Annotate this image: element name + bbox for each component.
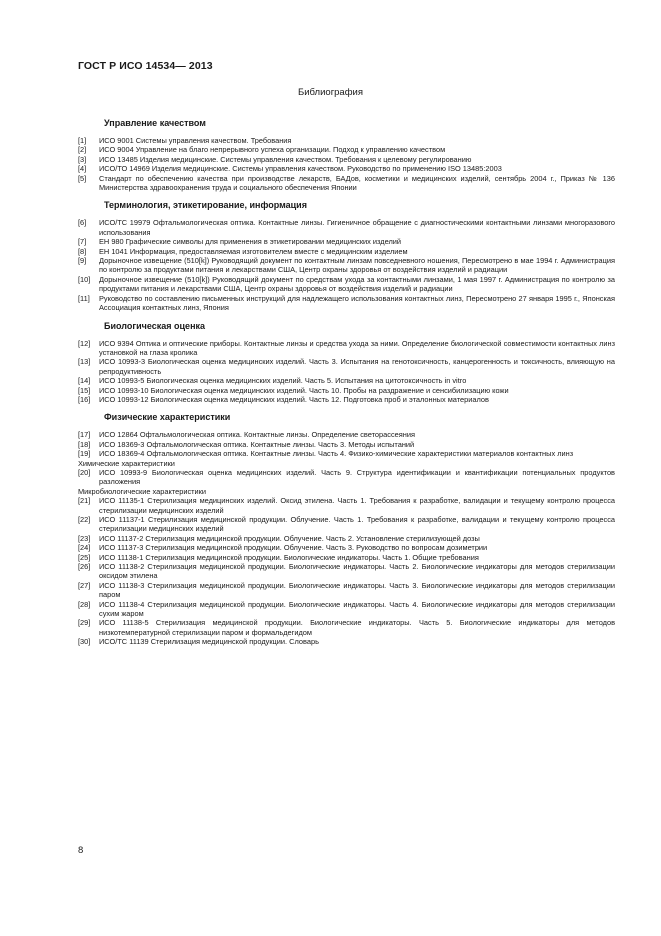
bibliography-section (78, 199, 615, 312)
reference-text: ИСО 11138-3 Стерилизация медицинской продукции. Биологические индикаторы. Часть 3. Биологические индикаторы для методов стерилизации паром (99, 580, 615, 600)
subsection-heading: Микробиологические характеристики (78, 486, 207, 496)
reference-entry (78, 496, 615, 515)
reference-entry (78, 600, 615, 619)
reference-entry (78, 218, 615, 237)
reference-entry (78, 430, 615, 439)
reference-text: Руководство по составлению письменных инструкций для надлежащего использования контактных линз, Пересмотрено 27 января 1995 г., Японская Ассоциация контактных линз, Япония (99, 293, 615, 313)
reference-number: [25] (78, 552, 91, 562)
reference-entry (78, 534, 615, 543)
reference-entry (78, 515, 615, 534)
reference-text: ИСО 10993-3 Биологическая оценка медицинских изделий. Часть 3. Испытания на генотоксичность, канцерогенность и токсичность, влияющую на репродуктивность (99, 357, 615, 376)
reference-entry (78, 618, 615, 637)
reference-number: [13] (78, 357, 91, 367)
reference-entry (78, 294, 615, 313)
subsection-heading: Химические характеристики (78, 458, 175, 468)
reference-number: [17] (78, 430, 91, 440)
page-number: 8 (78, 845, 84, 856)
reference-entry (78, 386, 615, 395)
reference-entry (78, 449, 615, 458)
reference-text: ИСО 11138-2 Стерилизация медицинской продукции. Биологические индикаторы. Часть 2. Биологические индикаторы для методов стерилизации оксидом этилена (99, 562, 615, 581)
reference-number: [7] (78, 237, 87, 247)
section-heading: Управление качеством (104, 118, 206, 128)
reference-text: ИСО 9001 Системы управления качеством. Требования (99, 136, 292, 145)
reference-text: ИСО 11135-1 Стерилизация медицинских изделий. Оксид этилена. Часть 1. Требования к разработке, валидации и текущему контролю процесса стерилизации медицинских изделий (99, 496, 615, 515)
reference-text: ИСО 11137-2 Стерилизация медицинской продукции. Облучение. Часть 2. Установление стерилизующей дозы (99, 533, 480, 543)
bibliography-section (78, 411, 615, 646)
reference-entry (78, 357, 615, 376)
reference-number: [28] (78, 599, 91, 609)
reference-text: ИСО 11137-3 Стерилизация медицинской продукции. Облучение. Часть 3. Руководство по вопросам дозиметрии (99, 543, 488, 553)
reference-entry (78, 247, 615, 256)
reference-text: ИСО 18369-4 Офтальмологическая оптика. Контактные линзы. Часть 4. Физико-химические характеристики материалов контактных линз (99, 449, 574, 459)
reference-number: [23] (78, 533, 91, 543)
reference-text: ЕН 980 Графические символы для применения в этикетировании медицинских изделий (99, 237, 402, 247)
bibliography-section (78, 117, 615, 192)
reference-number: [6] (78, 218, 87, 228)
reference-entry (78, 395, 615, 404)
reference-text: ИСО 10993-5 Биологическая оценка медицинских изделий. Часть 5. Испытания на цитотоксичность in vitro (99, 376, 467, 386)
reference-number: [29] (78, 618, 91, 628)
reference-entry (78, 237, 615, 246)
reference-text: ИСО 12864 Офтальмологическая оптика. Контактные линзы. Определение светорассеяния (99, 430, 415, 440)
reference-entry (78, 637, 615, 646)
reference-number: [15] (78, 385, 91, 395)
reference-number: [4] (78, 164, 87, 174)
reference-entry (78, 155, 615, 164)
reference-number: [12] (78, 338, 91, 348)
reference-text: Стандарт по обеспечению качества при производстве лекарств, БАДов, косметики и медицинских изделий, сентябрь 2004 г., Приказ № 136 Министерства здравоохранения труда и социального обеспечения Японии (99, 173, 615, 193)
reference-number: [8] (78, 246, 87, 256)
reference-number: [11] (78, 293, 90, 303)
reference-text: ЕН 1041 Информация, предоставляемая изготовителем вместе с медицинским изделием (99, 246, 408, 256)
reference-text: ИСО 9004 Управление на благо непрерывного успеха организации. Подход к управлению качеством (99, 145, 446, 155)
reference-entry (78, 174, 615, 193)
reference-text: ИСО 18369-3 Офтальмологическая оптика. Контактные линзы. Часть 3. Методы испытаний (99, 439, 415, 449)
bibliography-section (78, 320, 615, 405)
reference-text: Дорыночное извещение (510[k]) Руководящий документ по контактным линзам повседневного ношения, Пересмотрено в мае 1994 г. Администрация по контролю за продуктами питания и лекарствами США, Центр охраны здоровья от воздействия изделий и радиации (99, 256, 615, 275)
reference-entry (78, 581, 615, 600)
section-heading: Физические характеристики (104, 412, 231, 423)
reference-number: [9] (78, 256, 87, 266)
reference-text: ИСО 11138-4 Стерилизация медицинской продукции. Биологические индикаторы. Часть 4. Биологические индикаторы для методов стерилизации сухим жаром (99, 599, 615, 619)
reference-entry (78, 440, 615, 449)
reference-number: [14] (78, 376, 91, 386)
section-heading: Терминология, этикетирование, информация (104, 200, 307, 211)
reference-number: [2] (78, 145, 87, 155)
reference-entry (78, 543, 615, 552)
reference-number: [16] (78, 394, 91, 404)
reference-number: [19] (78, 449, 91, 459)
reference-entry (78, 553, 615, 562)
reference-entry (78, 275, 615, 294)
reference-text: ИСО 11137-1 Стерилизация медицинской продукции. Облучение. Часть 1. Требования к разработке, валидации и текущему контролю процесса стерилизации медицинских изделий (99, 515, 615, 534)
reference-number: [5] (78, 173, 87, 183)
reference-text: ИСО 11138-1 Стерилизация медицинской продукции. Биологические индикаторы. Часть 1. Общие требования (99, 552, 479, 562)
bibliography-content (78, 117, 615, 654)
reference-number: [1] (78, 136, 87, 145)
reference-entry (78, 468, 615, 487)
reference-number: [21] (78, 496, 91, 506)
reference-text: ИСО 10993-9 Биологическая оценка медицинских изделий. Часть 9. Структура идентификации и квантификации потенциальных продуктов разложения (99, 467, 615, 487)
reference-number: [26] (78, 562, 91, 572)
standard-header: ГОСТ Р ИСО 14534— 2013 (78, 60, 213, 72)
reference-text: ИСО 10993-10 Биологическая оценка медицинских изделий. Часть 10. Пробы на раздражение и сенсибилизацию кожи (99, 385, 509, 395)
reference-text: Дорыночное извещение (510[k]) Руководящий документ по средствам ухода за контактными линзами, 1 мая 1997 г. Администрация по контролю за продуктами питания и лекарствами США, Центр охраны здоровья от воздействия изделий и радиации (99, 274, 615, 294)
reference-number: [30] (78, 637, 91, 647)
reference-entry (78, 164, 615, 173)
page-title: Библиография (298, 87, 363, 98)
reference-entry (78, 136, 615, 145)
reference-entry (78, 339, 615, 358)
section-heading: Биологическая оценка (104, 320, 206, 331)
reference-text: ИСО 11138-5 Стерилизация медицинской продукции. Биологические индикаторы. Часть 5. Биологические индикаторы для методов низкотемпературной стерилизации паром и формальдегидом (99, 618, 615, 637)
reference-number: [20] (78, 467, 91, 477)
reference-number: [10] (78, 274, 91, 284)
reference-entry (78, 562, 615, 581)
reference-entry (78, 256, 615, 275)
reference-text: ИСО/ТО 14969 Изделия медицинские. Системы управления качеством. Руководство по применению ISO 13485:2003 (99, 164, 502, 174)
reference-text: ИСО 13485 Изделия медицинские. Системы управления качеством. Требования к целевому регулированию (99, 154, 472, 164)
reference-number: [22] (78, 515, 91, 524)
reference-number: [3] (78, 154, 87, 164)
reference-text: ИСО/ТС 11139 Стерилизация медицинской продукции. Словарь (99, 637, 319, 647)
reference-entry (78, 145, 615, 154)
reference-text: ИСО 10993-12 Биологическая оценка медицинских изделий. Часть 12. Подготовка проб и эталонных материалов (99, 394, 489, 404)
reference-number: [27] (78, 580, 91, 590)
reference-entry (78, 376, 615, 385)
reference-number: [18] (78, 439, 91, 449)
reference-text: ИСО/ТС 19979 Офтальмологическая оптика. Контактные линзы. Гигиеничное обращение с диагностическими контактными линзами многоразового использования (99, 218, 615, 237)
reference-text: ИСО 9394 Оптика и оптические приборы. Контактные линзы и средства ухода за ними. Определение биологической совместимости контактных линз установкой на глаза кролика (99, 338, 615, 357)
reference-number: [24] (78, 543, 91, 553)
